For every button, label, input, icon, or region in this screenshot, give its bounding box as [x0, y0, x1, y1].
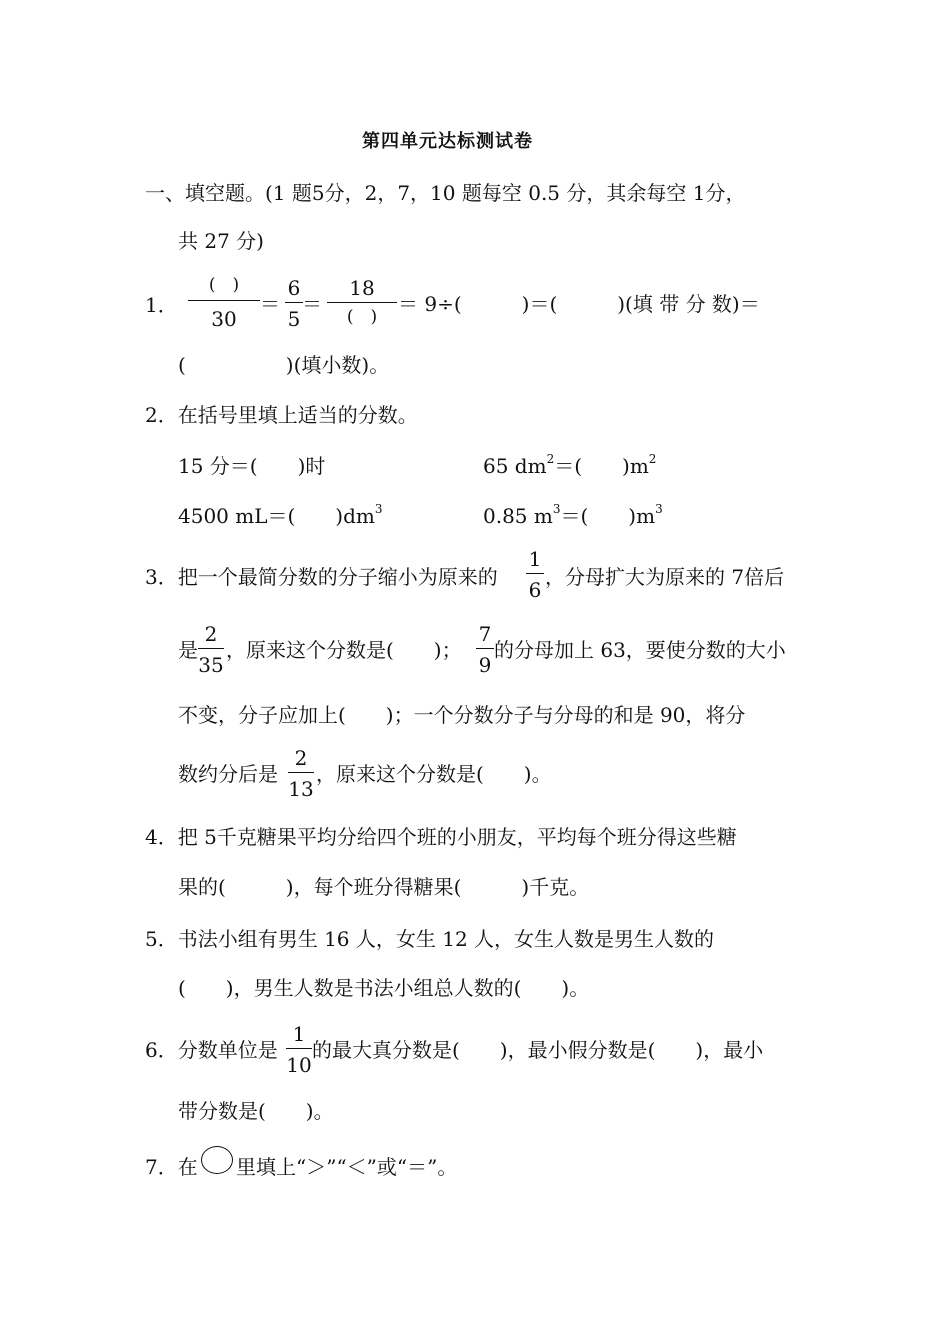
q1-frac3-numerator: 18 — [349, 276, 375, 300]
q2-item-d-sup2: 3 — [655, 502, 663, 516]
q6-frac-denominator: 10 — [286, 1053, 312, 1077]
q2-item-b-sup1: 2 — [546, 452, 555, 466]
q2-item-a: 15 分＝( )时 — [178, 454, 326, 478]
q3-frac2-denominator: 35 — [198, 653, 224, 677]
q3-line2-pre: 是 — [178, 638, 198, 662]
q3-frac2-numerator: 2 — [204, 622, 218, 646]
q4-line1: 4．把 5千克糖果平均分给四个班的小朋友，平均每个班分得这些糖 — [145, 825, 737, 849]
q1-frac1-numerator: ( ) — [208, 275, 240, 295]
q3-frac4-numerator: 2 — [294, 746, 308, 770]
q1-tail: ＝ 9÷( )＝( )(填 带 分 数)＝ — [398, 292, 760, 316]
q3-frac1-numerator: 1 — [528, 547, 542, 571]
q3-line2-post: 的分母加上 63，要使分数的大小 — [494, 638, 786, 662]
q7-comparison-circle[interactable] — [201, 1146, 233, 1174]
q1-line2: ( )(填小数)。 — [178, 353, 390, 377]
section-heading-line1: 一、填空题。(1 题5分，2，7，10 题每空 0.5 分，其余每空 1分， — [145, 181, 746, 205]
q2-item-b-pre: 65 dm — [483, 454, 547, 478]
q2-heading: 2．在括号里填上适当的分数。 — [145, 403, 418, 427]
q6-frac-numerator: 1 — [292, 1022, 306, 1046]
q1-fraction-1 — [188, 277, 260, 329]
q2-item-c-sup: 3 — [374, 502, 383, 516]
q3-line4-pre: 数约分后是 — [178, 762, 278, 786]
q3-fraction-3 — [476, 624, 494, 675]
q6-line1-post: 的最大真分数是( )，最小假分数是( )，最小 — [312, 1038, 764, 1062]
q1-frac2-numerator: 6 — [287, 276, 301, 300]
q7-post: 里填上“＞”“＜”或“＝”。 — [236, 1155, 458, 1179]
q3-frac3-denominator: 9 — [478, 653, 492, 677]
q1-equals-1: ＝ — [260, 292, 280, 316]
q3-line1-pre: 3．把一个最简分数的分子缩小为原来的 — [145, 565, 498, 589]
q6-line1-pre: 6．分数单位是 — [145, 1038, 278, 1062]
q1-frac1-denominator: 30 — [211, 307, 237, 331]
q3-frac1-denominator: 6 — [528, 578, 542, 602]
q2-item-b — [483, 452, 657, 478]
q1-equals-2: ＝ — [302, 292, 322, 316]
q5-line2: ( )，男生人数是书法小组总人数的( )。 — [178, 976, 590, 1000]
q2-item-c-pre: 4500 mL＝( )dm — [178, 504, 375, 528]
q3-fraction-4 — [288, 748, 314, 799]
page-title: 第四单元达标测试卷 — [362, 131, 533, 152]
q5-line1: 5．书法小组有男生 16 人，女生 12 人，女生人数是男生人数的 — [145, 927, 715, 951]
q2-item-d-pre: 0.85 m — [483, 504, 553, 528]
q7-pre: 7．在 — [145, 1155, 198, 1179]
q2-item-d-mid: ＝( )m — [560, 504, 656, 528]
q3-fraction-1 — [526, 549, 544, 600]
q2-item-b-sup2: 2 — [648, 452, 657, 466]
q6-fraction — [286, 1024, 312, 1075]
q1-fraction-2 — [285, 278, 303, 329]
q1-frac3-denominator: ( ) — [346, 307, 378, 327]
q3-fraction-2 — [198, 624, 224, 675]
q2-item-b-mid: ＝( )m — [554, 454, 649, 478]
q2-item-c — [178, 502, 383, 528]
q3-line2-mid: ，原来这个分数是( )； — [226, 638, 462, 662]
q3-line3: 不变，分子应加上( )；一个分数分子与分母的和是 90，将分 — [178, 703, 746, 727]
q3-frac4-denominator: 13 — [288, 777, 314, 801]
q3-line1-post: ，分母扩大为原来的 7倍后 — [545, 565, 785, 589]
q3-line4-post: ，原来这个分数是( )。 — [316, 762, 552, 786]
q6-line2: 带分数是( )。 — [178, 1099, 334, 1123]
q4-line2: 果的( )，每个班分得糖果( )千克。 — [178, 875, 590, 899]
q2-item-d — [483, 502, 663, 528]
q1-fraction-3 — [327, 278, 397, 326]
q1-number: 1． — [145, 293, 178, 317]
q1-frac2-denominator: 5 — [287, 307, 301, 331]
q2-item-d-sup1: 3 — [552, 502, 561, 516]
q3-frac3-numerator: 7 — [478, 622, 492, 646]
section-heading-line2: 共 27 分) — [178, 229, 264, 253]
